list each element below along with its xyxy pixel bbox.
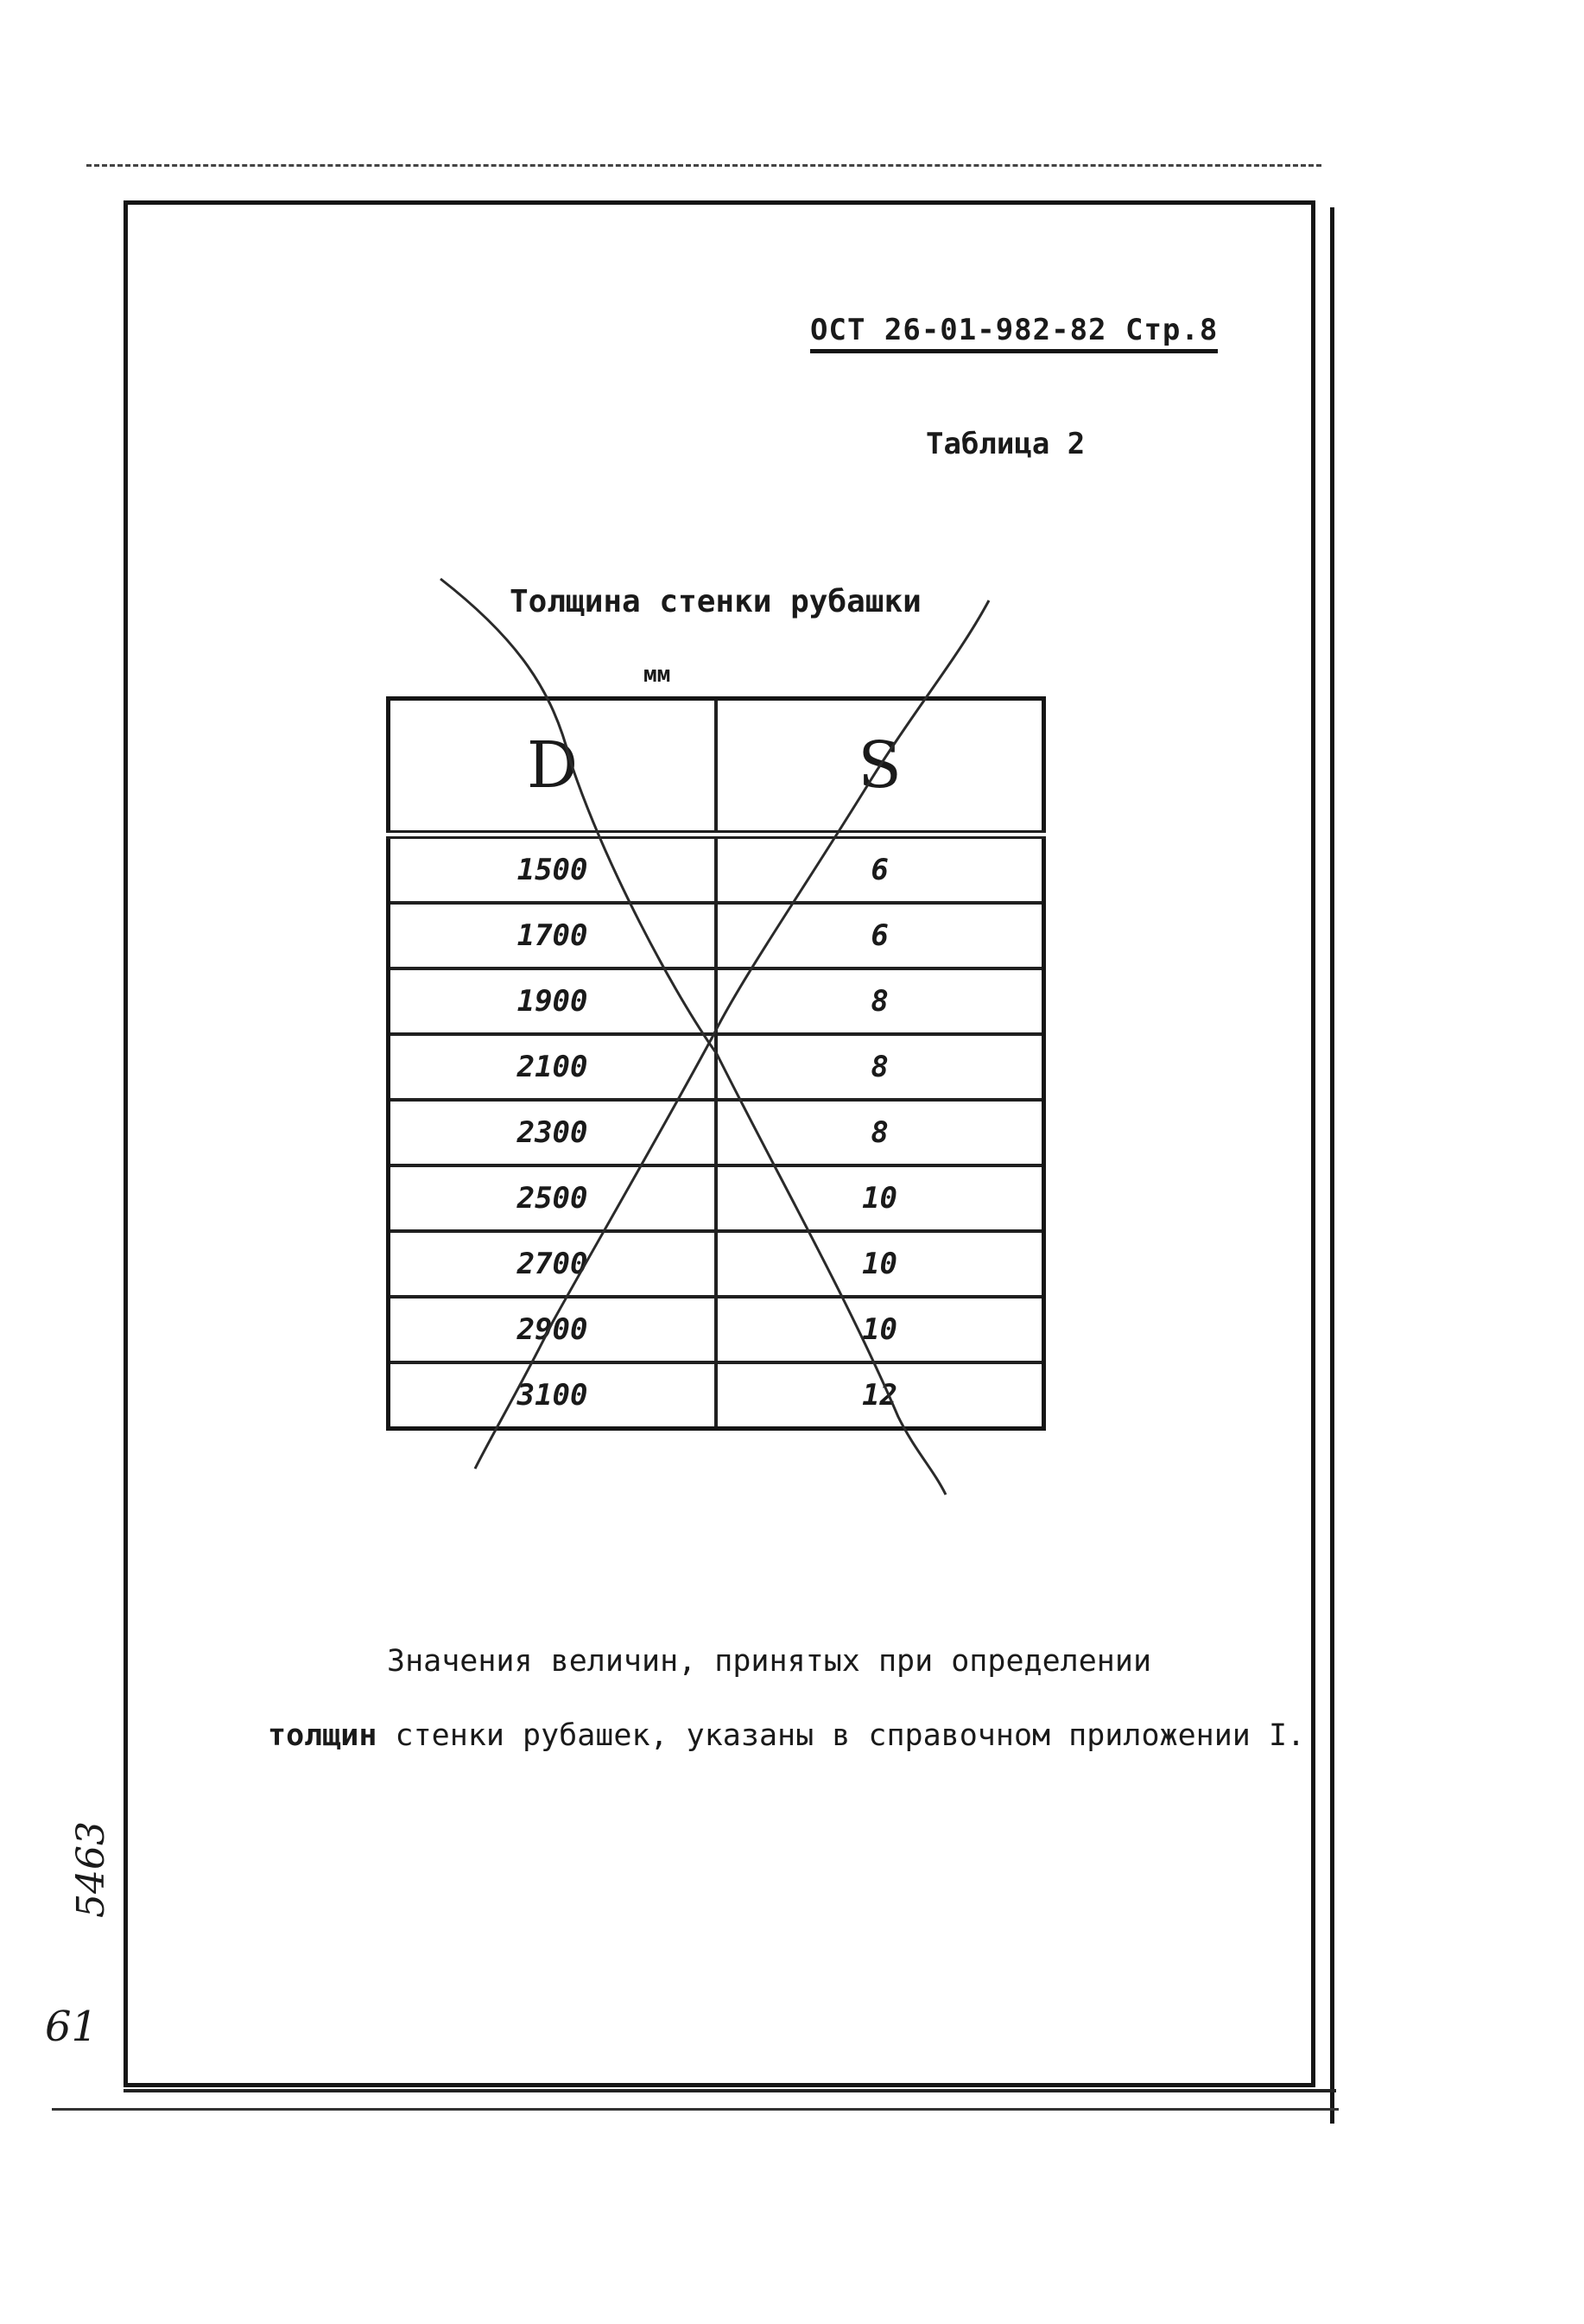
cell-thickness: 10 bbox=[716, 1297, 1043, 1362]
note-line-2 bbox=[268, 1699, 1305, 1773]
cell-thickness: 8 bbox=[716, 1034, 1043, 1100]
cell-thickness: 6 bbox=[716, 903, 1043, 968]
bottom-scan-rule bbox=[52, 2108, 1339, 2111]
table-row bbox=[389, 1100, 1044, 1165]
cell-diameter: 1500 bbox=[389, 835, 717, 903]
cell-thickness: 10 bbox=[716, 1165, 1043, 1231]
table-row bbox=[389, 903, 1044, 968]
table-header-row bbox=[389, 699, 1044, 835]
top-scan-rule bbox=[86, 164, 1321, 167]
cell-diameter: 2700 bbox=[389, 1231, 717, 1297]
page-frame-right-edge bbox=[1330, 207, 1334, 2124]
cell-diameter: 2900 bbox=[389, 1297, 717, 1362]
column-header-d: D bbox=[389, 699, 717, 835]
margin-handwritten-number: 5463 bbox=[69, 1821, 113, 1918]
cell-thickness: 6 bbox=[716, 835, 1043, 903]
table-title: Толщина стенки рубашки bbox=[510, 584, 922, 619]
table-row bbox=[389, 1034, 1044, 1100]
cell-diameter: 2100 bbox=[389, 1034, 717, 1100]
table-row bbox=[389, 1165, 1044, 1231]
note-line-1: Значения величин, принятых при определении bbox=[387, 1644, 1152, 1679]
page-frame-bottom-edge bbox=[124, 2089, 1336, 2092]
cell-thickness: 8 bbox=[716, 1100, 1043, 1165]
cell-diameter: 1900 bbox=[389, 968, 717, 1034]
cell-diameter: 2300 bbox=[389, 1100, 717, 1165]
cell-diameter: 2500 bbox=[389, 1165, 717, 1231]
table-row bbox=[389, 1231, 1044, 1297]
table-row bbox=[389, 968, 1044, 1034]
cell-diameter: 1700 bbox=[389, 903, 717, 968]
reference-note bbox=[268, 1624, 1305, 1773]
table-caption: Таблица 2 bbox=[926, 427, 1086, 461]
cell-diameter: 3100 bbox=[389, 1362, 717, 1429]
table-unit: мм bbox=[643, 662, 671, 688]
cell-thickness: 8 bbox=[716, 968, 1043, 1034]
cell-thickness: 12 bbox=[716, 1362, 1043, 1429]
table-row bbox=[389, 835, 1044, 903]
cell-thickness: 10 bbox=[716, 1231, 1043, 1297]
margin-page-number: 61 bbox=[45, 2003, 98, 2051]
column-header-s: S bbox=[716, 699, 1043, 835]
table-row bbox=[389, 1297, 1044, 1362]
note-line-2-text: стенки рубашек, указаны в справочном приложении I. bbox=[377, 1718, 1306, 1753]
thickness-table bbox=[386, 696, 1046, 1431]
note-bold-word: толщин bbox=[268, 1718, 377, 1753]
table-row bbox=[389, 1362, 1044, 1429]
document-code: ОСТ 26-01-982-82 Стр.8 bbox=[810, 313, 1218, 353]
